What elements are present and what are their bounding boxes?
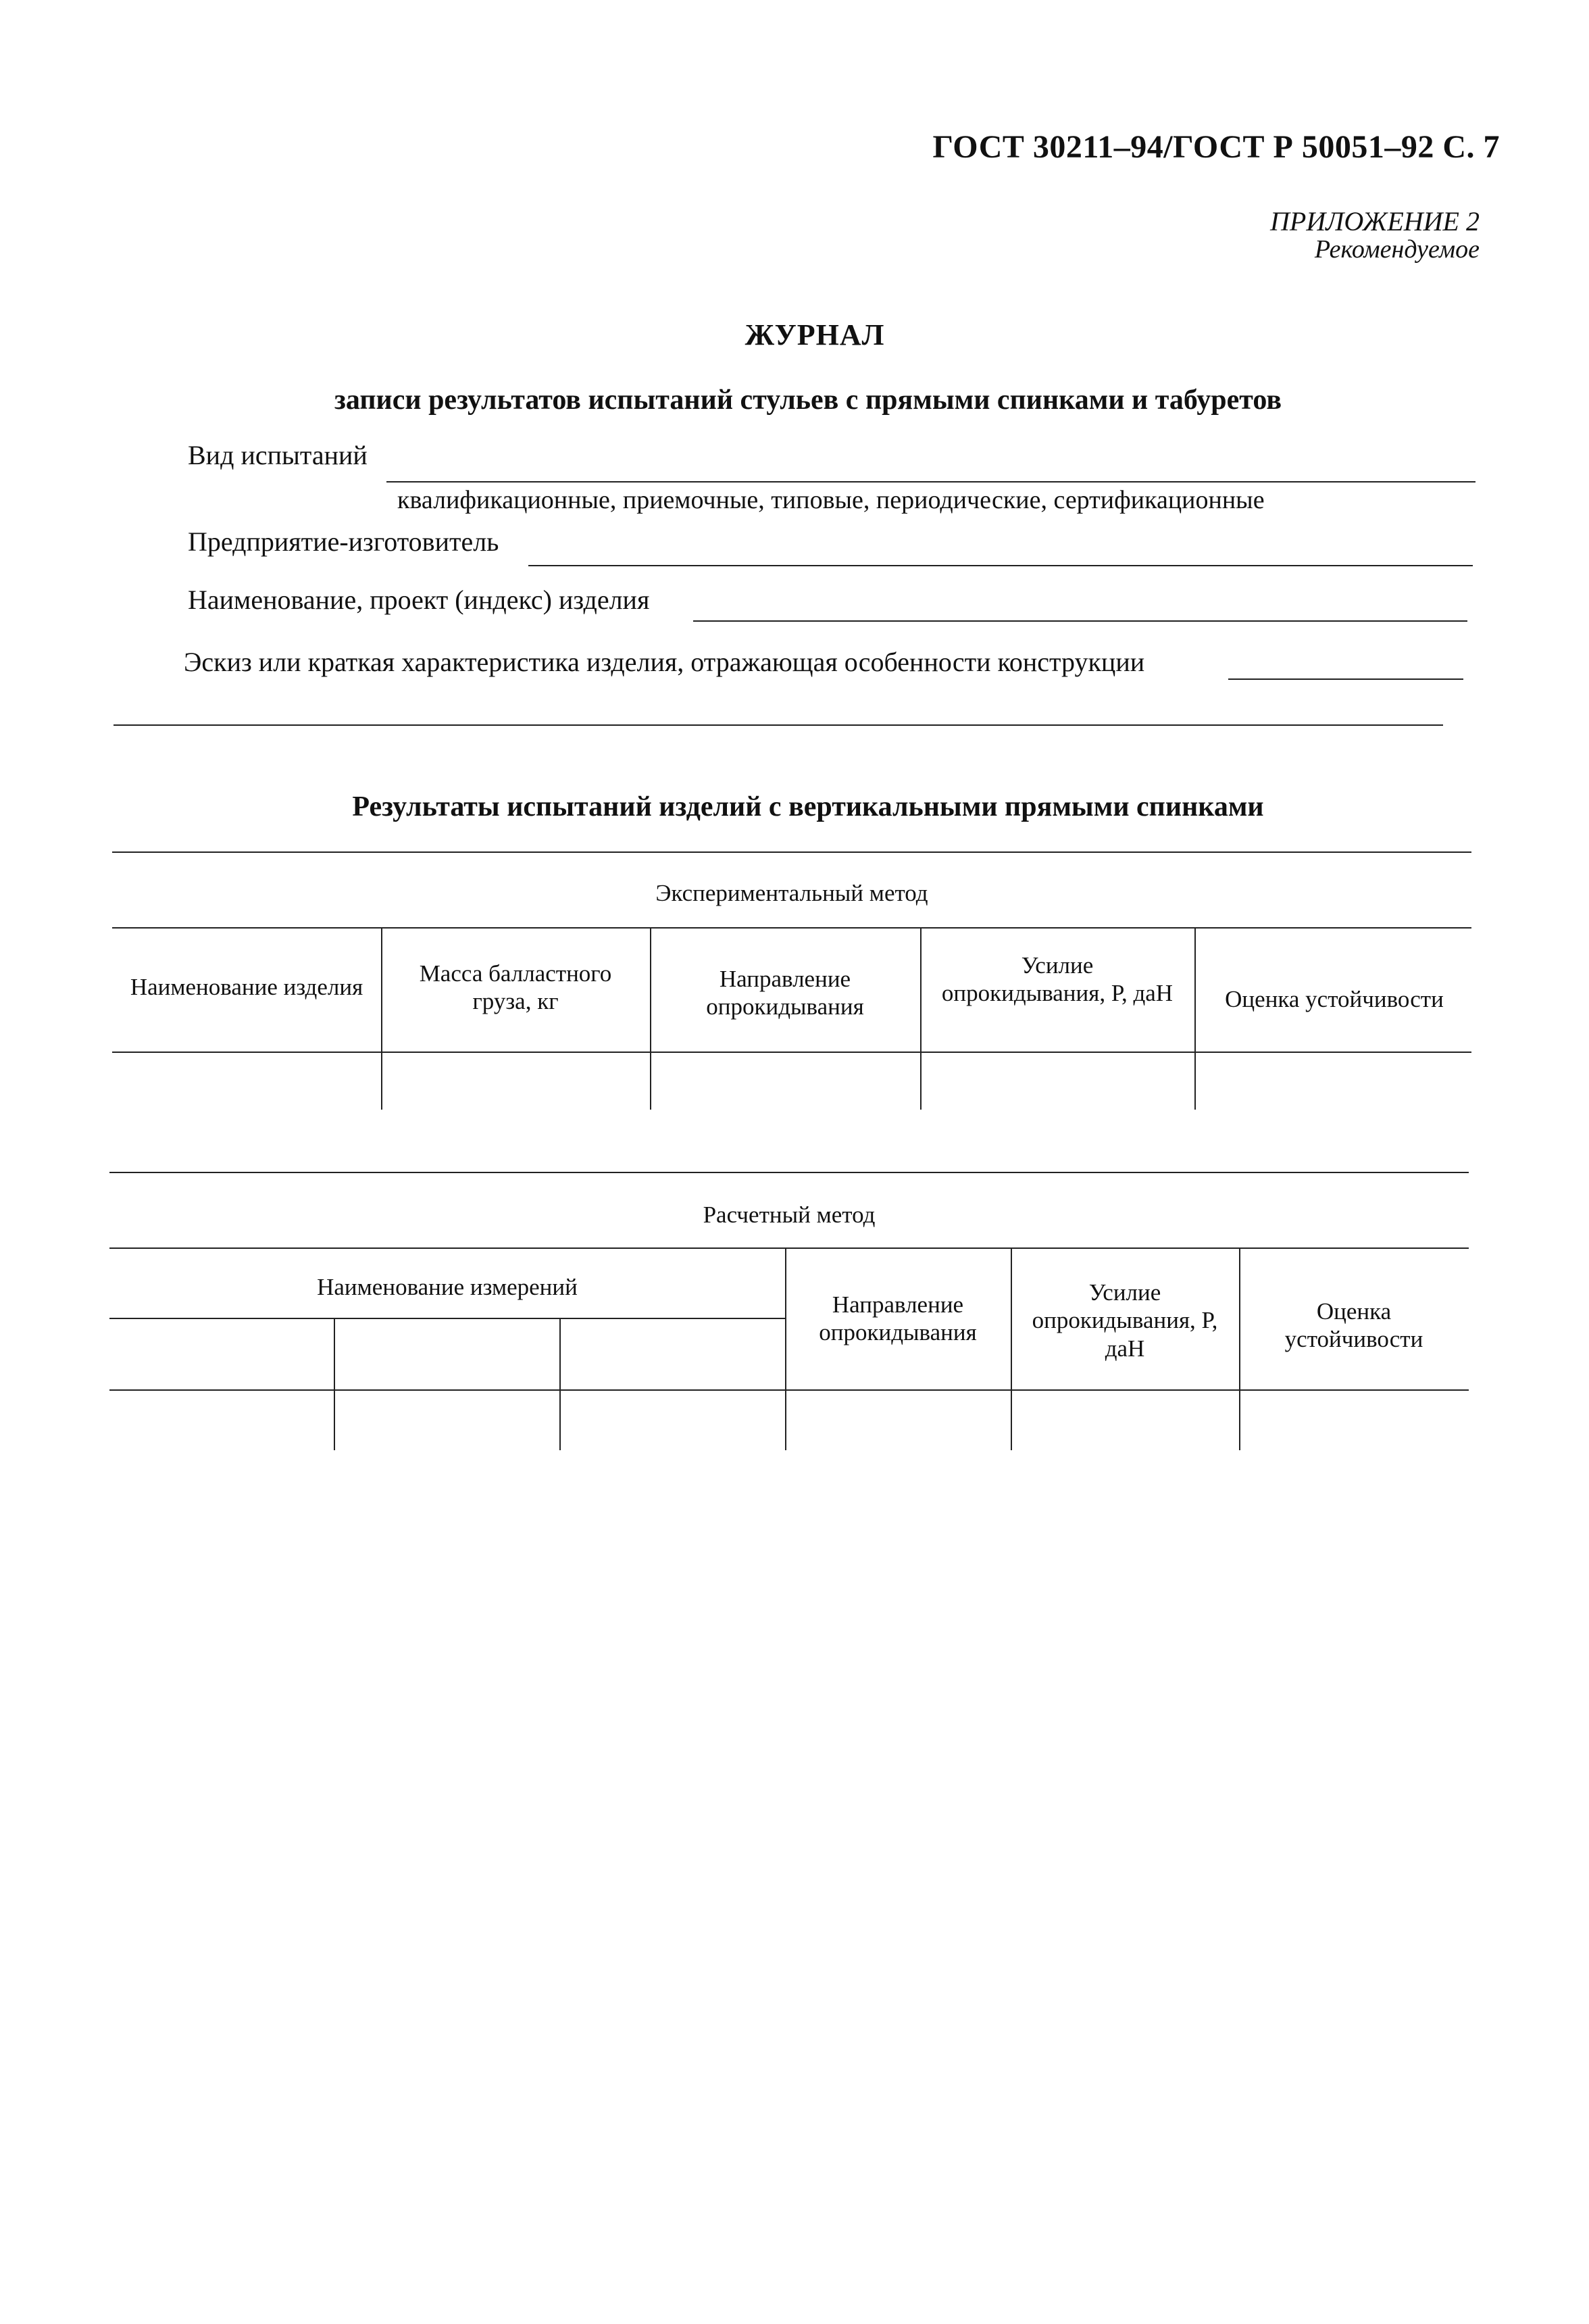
- manufacturer-label: Предприятие-изготовитель: [188, 526, 499, 557]
- table-column-divider: [1239, 1247, 1240, 1450]
- table-column-divider: [1194, 927, 1196, 1110]
- table-rule: [109, 1247, 1469, 1249]
- header-measurement-name: Наименование измерений: [317, 1274, 578, 1300]
- standard-code: ГОСТ 30211–94/ГОСТ Р 50051–92 С. 7: [932, 129, 1500, 165]
- sketch-line-continued[interactable]: [114, 724, 1443, 726]
- table-subheader-rule: [109, 1318, 785, 1319]
- table-rule: [112, 1052, 1471, 1053]
- header-tip-direction: Направление опрокидывания: [819, 1291, 977, 1346]
- table-rule: [112, 927, 1471, 929]
- header-tip-direction: Направление опрокидывания: [706, 966, 864, 1020]
- document-subtitle: записи результатов испытаний стульев с прямыми спинками и табуретов: [334, 385, 1282, 416]
- header-stability-rating: Оценка устойчивости: [1225, 986, 1444, 1012]
- product-name-line[interactable]: [693, 620, 1467, 622]
- document-title: ЖУРНАЛ: [745, 318, 885, 351]
- appendix-status: Рекомендуемое: [1314, 235, 1480, 264]
- product-name-label: Наименование, проект (индекс) изделия: [188, 585, 650, 615]
- table-column-divider: [334, 1318, 335, 1450]
- appendix-label: ПРИЛОЖЕНИЕ 2: [1270, 206, 1480, 237]
- table-column-divider: [920, 927, 922, 1110]
- table-rule: [109, 1389, 1469, 1391]
- table-column-divider: [1011, 1247, 1012, 1450]
- header-product-name: Наименование изделия: [130, 974, 363, 1000]
- section-title: Результаты испытаний изделий с вертикальными прямыми спинками: [352, 791, 1264, 822]
- test-type-line[interactable]: [386, 481, 1476, 483]
- appendix-block: [1149, 208, 1480, 262]
- table-rule: [112, 851, 1471, 853]
- sketch-line[interactable]: [1228, 678, 1463, 680]
- header-stability-rating: Оценка устойчивости: [1284, 1298, 1423, 1353]
- manufacturer-line[interactable]: [528, 565, 1473, 566]
- table-column-divider: [650, 927, 651, 1110]
- test-type-hint: квалификационные, приемочные, типовые, периодические, сертификационные: [397, 486, 1265, 514]
- sketch-label: Эскиз или краткая характеристика изделия, отражающая особенности конструкции: [184, 647, 1145, 677]
- header-tip-force: Усилие опрокидывания, Р, даН: [1032, 1279, 1218, 1362]
- header-tip-force: Усилие опрокидывания, Р, даН: [941, 952, 1174, 1007]
- test-type-label: Вид испытаний: [188, 440, 368, 470]
- header-ballast-mass: Масса балластного груза, кг: [419, 960, 612, 1015]
- table-rule: [109, 1172, 1469, 1173]
- calculated-caption: Расчетный метод: [703, 1202, 876, 1228]
- table-column-divider: [559, 1318, 561, 1450]
- table-column-divider: [381, 927, 382, 1110]
- table-column-divider: [785, 1247, 786, 1450]
- experimental-caption: Экспериментальный метод: [655, 880, 928, 906]
